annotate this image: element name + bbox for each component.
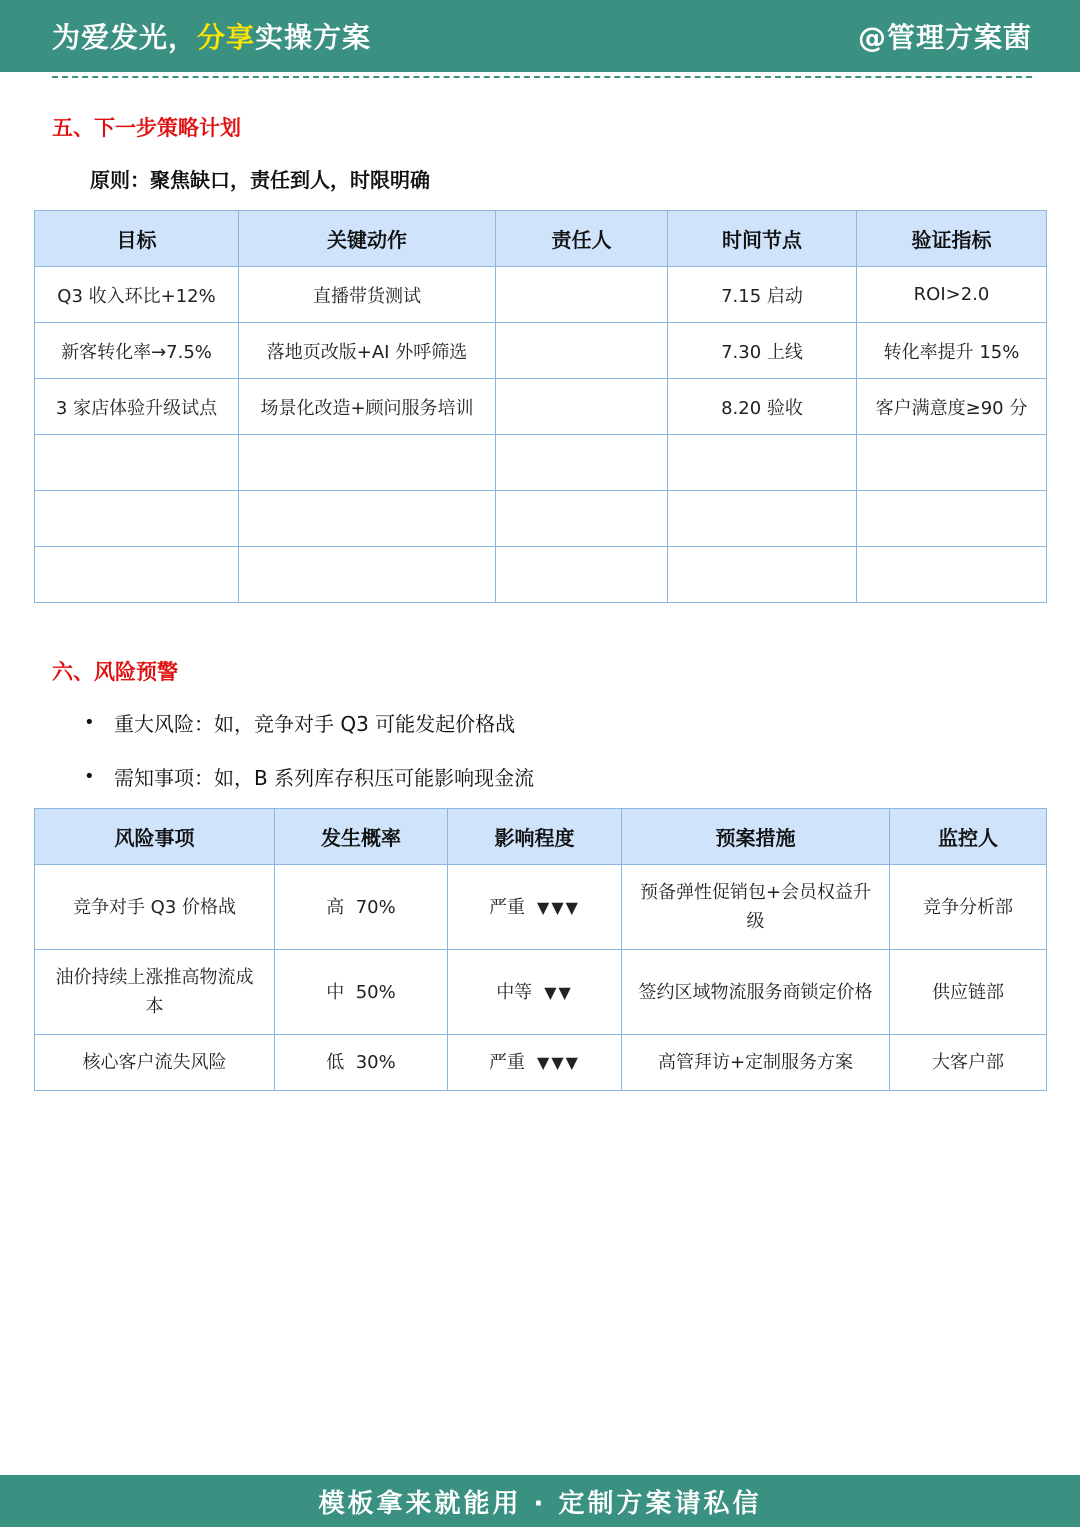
table-cell — [496, 435, 668, 491]
table-cell: 预备弹性促销包+会员权益升级 — [622, 865, 890, 950]
table-header-row — [35, 211, 1047, 267]
table-cell: 大客户部 — [890, 1035, 1047, 1091]
table-cell: 低 30% — [275, 1035, 448, 1091]
author-handle: @管理方案菌 — [857, 21, 1032, 54]
column-header: 风险事项 — [35, 809, 275, 865]
slogan-prefix: 为爱发光， — [52, 21, 198, 54]
impact-level: 严重 — [489, 1052, 526, 1073]
bottom-banner — [0, 1475, 1080, 1527]
table-row — [35, 323, 1047, 379]
bullet-text: 需知事项：如，B 系列库存积压可能影响现金流 — [114, 766, 535, 790]
banner-slogan — [52, 16, 371, 56]
table-cell: 新客转化率→7.5% — [35, 323, 239, 379]
table-cell: 7.15 启动 — [668, 267, 857, 323]
table-cell — [496, 267, 668, 323]
table-cell: 签约区域物流服务商锁定价格 — [622, 950, 890, 1035]
footer-text: 模板拿来就能用 · 定制方案请私信 — [318, 1488, 762, 1519]
column-header: 责任人 — [496, 211, 668, 267]
table-cell — [448, 950, 622, 1035]
table-cell — [35, 435, 239, 491]
table-cell — [668, 491, 857, 547]
bullet-item — [84, 708, 515, 737]
bullet-item — [84, 762, 534, 791]
risk-warning-table — [34, 808, 1047, 1091]
table-cell: Q3 收入环比+12% — [35, 267, 239, 323]
strategy-plan-table — [34, 210, 1047, 603]
table-cell — [857, 547, 1047, 603]
table-cell — [668, 547, 857, 603]
table-cell — [35, 491, 239, 547]
table-row — [35, 950, 1047, 1035]
column-header: 目标 — [35, 211, 239, 267]
table-cell — [239, 547, 496, 603]
table-cell — [496, 323, 668, 379]
table-cell: 供应链部 — [890, 950, 1047, 1035]
table-cell — [239, 435, 496, 491]
slogan-suffix: 实操方案 — [255, 21, 372, 54]
bullet-dot-icon: • — [84, 766, 95, 787]
table-cell: 3 家店体验升级试点 — [35, 379, 239, 435]
table-cell: 油价持续上涨推高物流成本 — [35, 950, 275, 1035]
table-row-empty — [35, 547, 1047, 603]
table-cell: 场景化改造+顾问服务培训 — [239, 379, 496, 435]
table-cell — [496, 379, 668, 435]
table-cell: ROI>2.0 — [857, 267, 1047, 323]
table-cell: 8.20 验收 — [668, 379, 857, 435]
table-cell — [857, 491, 1047, 547]
table-cell — [668, 435, 857, 491]
table-cell — [448, 1035, 622, 1091]
impact-level: 严重 — [489, 896, 526, 918]
table-cell — [35, 547, 239, 603]
table-cell — [448, 865, 622, 950]
column-header: 监控人 — [890, 809, 1047, 865]
column-header: 验证指标 — [857, 211, 1047, 267]
section6-title: 六、风险预警 — [52, 660, 178, 684]
dashed-divider — [52, 76, 1032, 78]
table-cell — [496, 547, 668, 603]
table-row — [35, 267, 1047, 323]
column-header: 预案措施 — [622, 809, 890, 865]
table-cell: 落地页改版+AI 外呼筛选 — [239, 323, 496, 379]
table-cell: 直播带货测试 — [239, 267, 496, 323]
impact-triangles-icon: ▼▼ — [544, 982, 573, 1002]
column-header: 影响程度 — [448, 809, 622, 865]
impact-triangles-icon: ▼▼▼ — [537, 1053, 580, 1072]
slogan-highlight: 分享 — [197, 21, 256, 54]
table-header-row — [35, 809, 1047, 865]
table-cell: 中 50% — [275, 950, 448, 1035]
column-header: 发生概率 — [275, 809, 448, 865]
top-banner — [0, 0, 1080, 72]
table-cell: 竞争分析部 — [890, 865, 1047, 950]
bullet-dot-icon: • — [84, 712, 95, 733]
table-row — [35, 379, 1047, 435]
table-row-empty — [35, 435, 1047, 491]
table-cell: 高管拜访+定制服务方案 — [622, 1035, 890, 1091]
table-cell: 竞争对手 Q3 价格战 — [35, 865, 275, 950]
section5-title: 五、下一步策略计划 — [52, 116, 241, 140]
bullet-text: 重大风险：如，竞争对手 Q3 可能发起价格战 — [114, 712, 516, 736]
column-header: 关键动作 — [239, 211, 496, 267]
table-cell: 7.30 上线 — [668, 323, 857, 379]
table-cell — [496, 491, 668, 547]
table-row — [35, 865, 1047, 950]
table-cell: 客户满意度≥90 分 — [857, 379, 1047, 435]
table-row — [35, 1035, 1047, 1091]
table-cell: 转化率提升 15% — [857, 323, 1047, 379]
table-cell — [239, 491, 496, 547]
table-cell: 高 70% — [275, 865, 448, 950]
table-cell: 核心客户流失风险 — [35, 1035, 275, 1091]
table-cell — [857, 435, 1047, 491]
impact-level: 中等 — [496, 981, 533, 1003]
table-row-empty — [35, 491, 1047, 547]
principle-text: 原则：聚焦缺口，责任到人，时限明确 — [90, 168, 430, 192]
column-header: 时间节点 — [668, 211, 857, 267]
impact-triangles-icon: ▼▼▼ — [537, 897, 580, 917]
